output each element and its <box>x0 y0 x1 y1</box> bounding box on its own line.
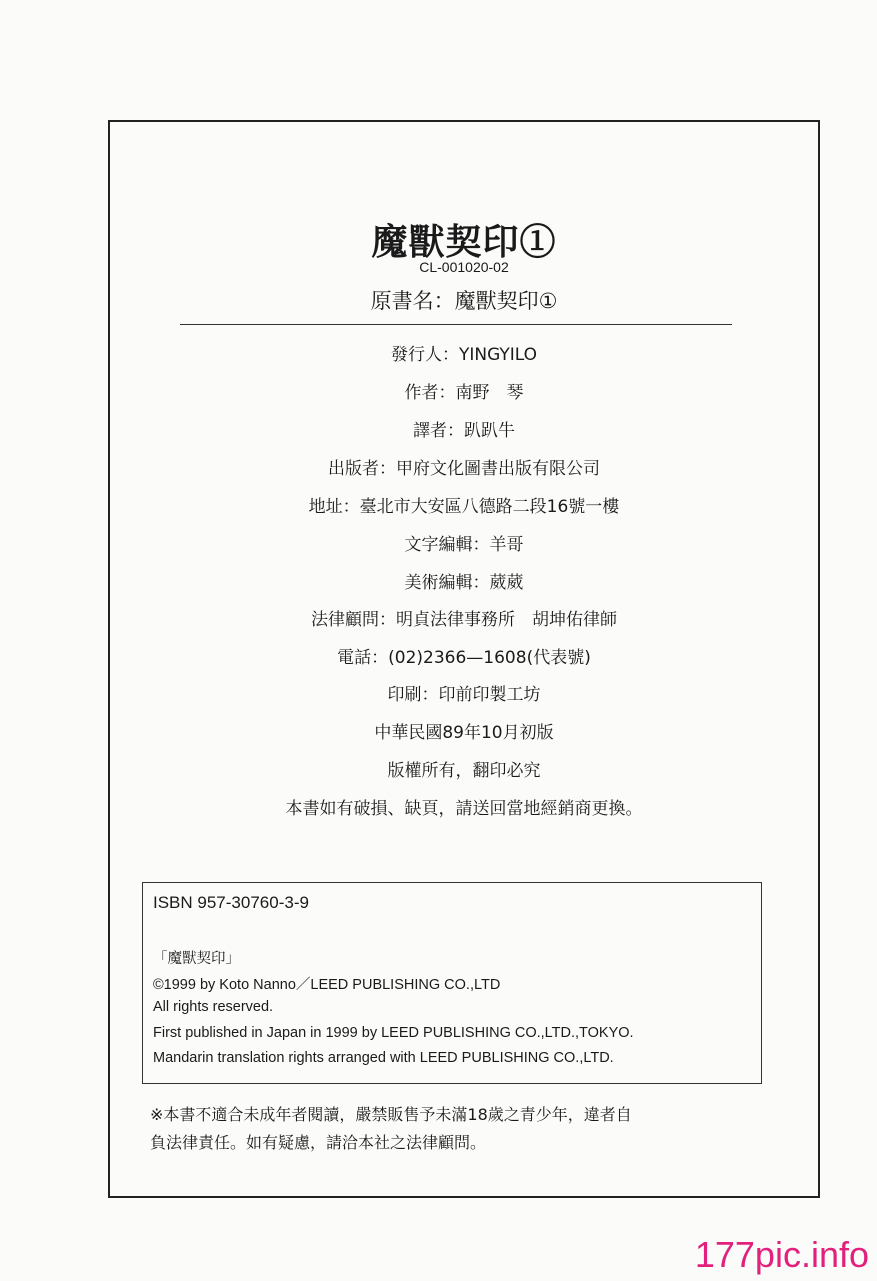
rights-box <box>142 882 762 1084</box>
credit-text-editor: 文字編輯：羊哥 <box>404 535 524 555</box>
credit-author: 作者：南野 琴 <box>404 383 524 403</box>
rights-line: All rights reserved. <box>153 999 274 1015</box>
rights-line: Mandarin translation rights arranged with LEED PUBLISHING CO.,LTD. <box>153 1050 614 1066</box>
credit-publishing-house: 出版者：甲府文化圖書出版有限公司 <box>328 459 600 479</box>
watermark: 177pic.info <box>694 1234 869 1275</box>
rights-line: ©1999 by Koto Nanno／LEED PUBLISHING CO.,LTD <box>153 977 501 993</box>
credit-translator: 譯者：趴趴牛 <box>413 421 515 441</box>
age-warning-line: 負法律責任。如有疑慮，請洽本社之法律顧問。 <box>150 1133 487 1152</box>
rights-line: First published in Japan in 1999 by LEED PUBLISHING CO.,LTD.,TOKYO. <box>153 1025 634 1041</box>
credit-phone: 電話：(02)2366—1608(代表號) <box>337 648 591 668</box>
credit-publisher: 發行人：YINGYILO <box>390 345 538 365</box>
credit-legal-advisor: 法律顧問：明貞法律事務所 胡坤佑律師 <box>311 610 617 630</box>
rights-line: 「魔獸契印」 <box>153 951 240 967</box>
credit-address: 地址：臺北市大安區八德路二段16號一樓 <box>308 497 620 517</box>
credit-printer: 印刷：印前印製工坊 <box>387 685 541 705</box>
age-warning-line: ※本書不適合未成年者閱讀，嚴禁販售予未滿18歲之青少年，違者自 <box>150 1105 632 1124</box>
credit-art-editor: 美術編輯：葳葳 <box>404 573 524 593</box>
book-title: 魔獸契印① <box>371 221 557 263</box>
credit-edition: 中華民國89年10月初版 <box>374 723 554 743</box>
credit-damage-notice: 本書如有破損、缺頁，請送回當地經銷商更換。 <box>285 799 643 819</box>
colophon-frame <box>108 120 820 1198</box>
isbn: ISBN 957-30760-3-9 <box>153 893 309 912</box>
catalog-code: CL-001020-02 <box>419 259 509 275</box>
divider <box>180 324 732 325</box>
credit-copyright: 版權所有，翻印必究 <box>387 761 541 781</box>
original-title: 原書名：魔獸契印① <box>370 289 558 313</box>
